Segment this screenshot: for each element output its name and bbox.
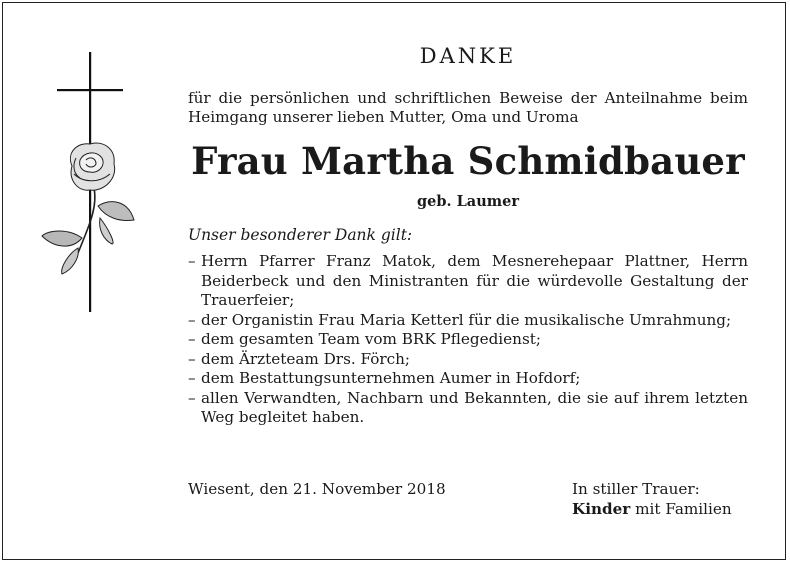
mourning-label: In stiller Trauer: (572, 480, 700, 498)
list-item (188, 330, 748, 350)
list-dash: – (188, 369, 196, 387)
page-heading: DANKE (419, 44, 517, 68)
list-item (188, 252, 748, 311)
thanks-heading: Unser besonderer Dank gilt: (188, 226, 413, 244)
place-date: Wiesent, den 21. November 2018 (188, 480, 446, 498)
list-item-text: dem gesamten Team vom BRK Pflegedienst; (201, 330, 541, 348)
list-item-text: Herrn Pfarrer Franz Matok, dem Mesnerehepaar Plattner, Herrn Beiderbeck und den Ministranten für die würdevolle Gestaltung der Trauerfeier; (201, 252, 748, 309)
list-item (188, 311, 748, 331)
rose-icon (42, 143, 134, 274)
list-item-text: dem Ärzteteam Drs. Förch; (201, 349, 411, 368)
intro-text: für die persönlichen und schriftlichen Beweise der Anteilnahme beim Heimgang unserer lieben Mutter, Oma und Uroma (188, 89, 748, 126)
deceased-name: Frau Martha Schmidbauer (191, 139, 745, 183)
list-item (188, 389, 748, 428)
signature (572, 500, 732, 518)
thanks-list (188, 252, 748, 428)
list-dash: – (188, 349, 196, 368)
list-dash: – (188, 252, 196, 270)
list-dash: – (188, 330, 196, 348)
birth-name: geb. Laumer (417, 193, 519, 210)
list-item-text: allen Verwandten, Nachbarn und Bekannten, die sie auf ihrem letzten Weg begleitet haben. (201, 388, 748, 426)
list-item-text: der Organistin Frau Maria Ketterl für die musikalische Umrahmung; (201, 310, 732, 329)
list-item-text: dem Bestattungsunternehmen Aumer in Hofdorf; (201, 369, 581, 387)
list-dash: – (188, 388, 196, 407)
list-dash: – (188, 310, 196, 329)
list-item (188, 350, 748, 370)
signature-bold: Kinder (572, 500, 631, 518)
cross-with-rose-icon (38, 48, 150, 318)
list-item (188, 369, 748, 389)
signature-rest: mit Familien (630, 500, 732, 518)
